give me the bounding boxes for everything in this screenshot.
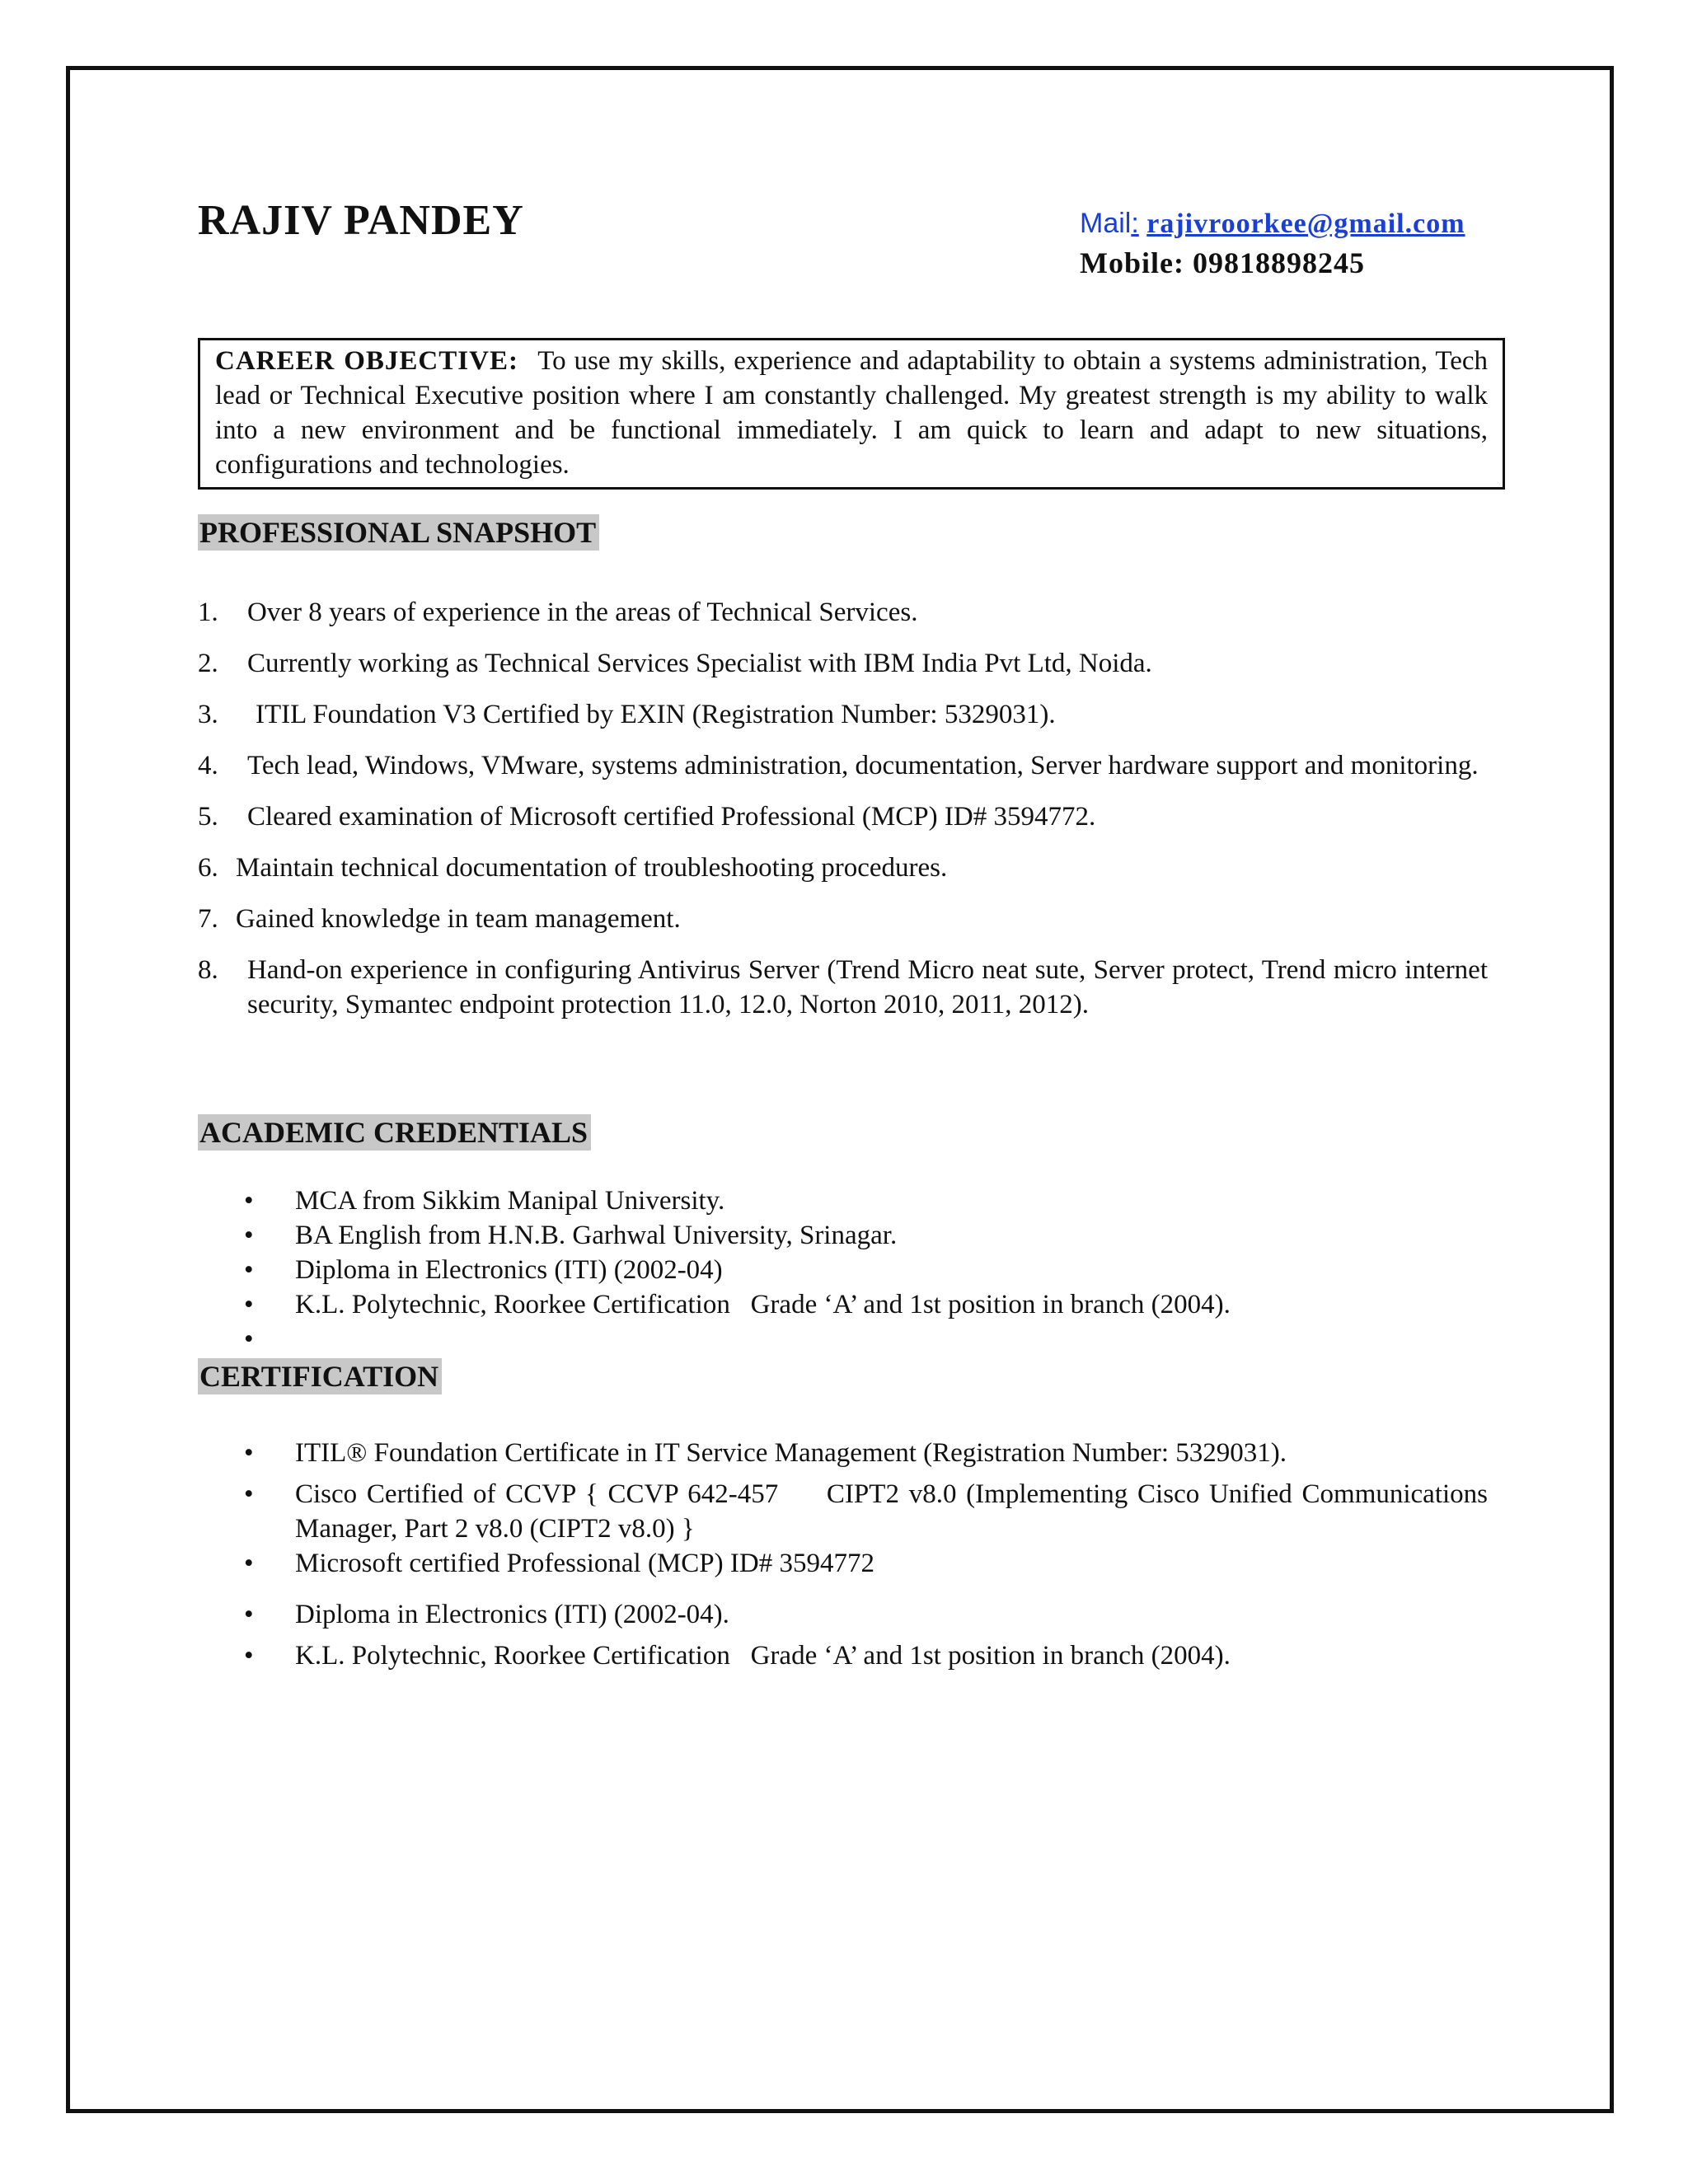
academic-list [198, 1183, 1488, 1357]
certification-heading: CERTIFICATION [198, 1358, 442, 1394]
objective-label: CAREER OBJECTIVE: [215, 346, 518, 376]
bullet-icon: • [244, 1549, 254, 1578]
list-item: 1. Over 8 years of experience in the areas of Technical Services. [198, 598, 918, 627]
bullet-icon: • [244, 1479, 254, 1509]
list-item: 4. Tech lead, Windows, VMware, systems administration, documentation, Server hardware support and monitoring. [198, 751, 1479, 780]
bullet-icon: • [244, 1186, 254, 1216]
contact-mobile: Mobile: 09818898245 [1080, 246, 1365, 279]
list-item [198, 1322, 1488, 1357]
career-objective-box [198, 338, 1505, 490]
professional-snapshot-heading: PROFESSIONAL SNAPSHOT [198, 514, 599, 551]
list-item: 7. Gained knowledge in team management. [198, 904, 681, 934]
list-item: • BA English from H.N.B. Garhwal University, Srinagar. [198, 1218, 1488, 1253]
bullet-icon: • [244, 1290, 254, 1319]
mail-separator: : [1131, 208, 1139, 239]
list-item: 2. Currently working as Technical Services Specialist with IBM India Pvt Ltd, Noida. [198, 649, 1152, 678]
academic-credentials-heading: ACADEMIC CREDENTIALS [198, 1114, 591, 1151]
bullet-icon: • [244, 1438, 254, 1468]
bullet-icon: • [244, 1255, 254, 1285]
list-item: • Diploma in Electronics (ITI) (2002-04). [198, 1597, 1488, 1632]
snapshot-list [198, 595, 1488, 1022]
candidate-name: RAJIV PANDEY [198, 197, 524, 244]
contact-email-line [1080, 208, 1465, 240]
bullet-icon: • [244, 1324, 254, 1354]
list-item: 8. Hand-on experience in configuring Antivirus Server (Trend Micro neat sute, Server protect, Trend micro internet security, Symantec endpoint protection 11.0, 12.0, Norton 2010, 2011, 2012). [198, 955, 1488, 1019]
certification-list [198, 1436, 1495, 1673]
list-item: 3. ITIL Foundation V3 Certified by EXIN (Registration Number: 5329031). [198, 700, 1056, 729]
list-item: 6. Maintain technical documentation of troubleshooting procedures. [198, 853, 948, 883]
list-item: • K.L. Polytechnic, Roorkee Certification Grade ‘A’ and 1st position in branch (2004). [198, 1638, 1488, 1673]
bullet-icon: • [244, 1600, 254, 1629]
mail-label: Mail [1080, 208, 1132, 239]
email-link[interactable]: rajivroorkee@gmail.com [1146, 209, 1465, 239]
list-item: • ITIL® Foundation Certificate in IT Service Management (Registration Number: 5329031). [198, 1436, 1488, 1470]
bullet-icon: • [244, 1221, 254, 1250]
list-item: 5. Cleared examination of Microsoft certified Professional (MCP) ID# 3594772. [198, 802, 1096, 832]
objective-text: To use my skills, experience and adaptability to obtain a systems administration, Tech lead or Technical Executive position where I am constantly challenged. My greatest strength is my ability to walk into a new environment and be functional immediately. I am quick to learn and adapt to new situations, configurations and technologies. [215, 346, 1488, 480]
list-item: • MCA from Sikkim Manipal University. [198, 1183, 1488, 1218]
list-item: • Microsoft certified Professional (MCP) ID# 3594772 [198, 1546, 1488, 1581]
list-item: • Diploma in Electronics (ITI) (2002-04) [198, 1253, 1488, 1287]
bullet-icon: • [244, 1641, 254, 1671]
list-item: • K.L. Polytechnic, Roorkee Certification Grade ‘A’ and 1st position in branch (2004). [198, 1287, 1488, 1322]
list-item: • Cisco Certified of CCVP { CCVP 642-457 CIPT2 v8.0 (Implementing Cisco Unified Communications Manager, Part 2 v8.0 (CIPT2 v8.0) } [198, 1477, 1488, 1546]
